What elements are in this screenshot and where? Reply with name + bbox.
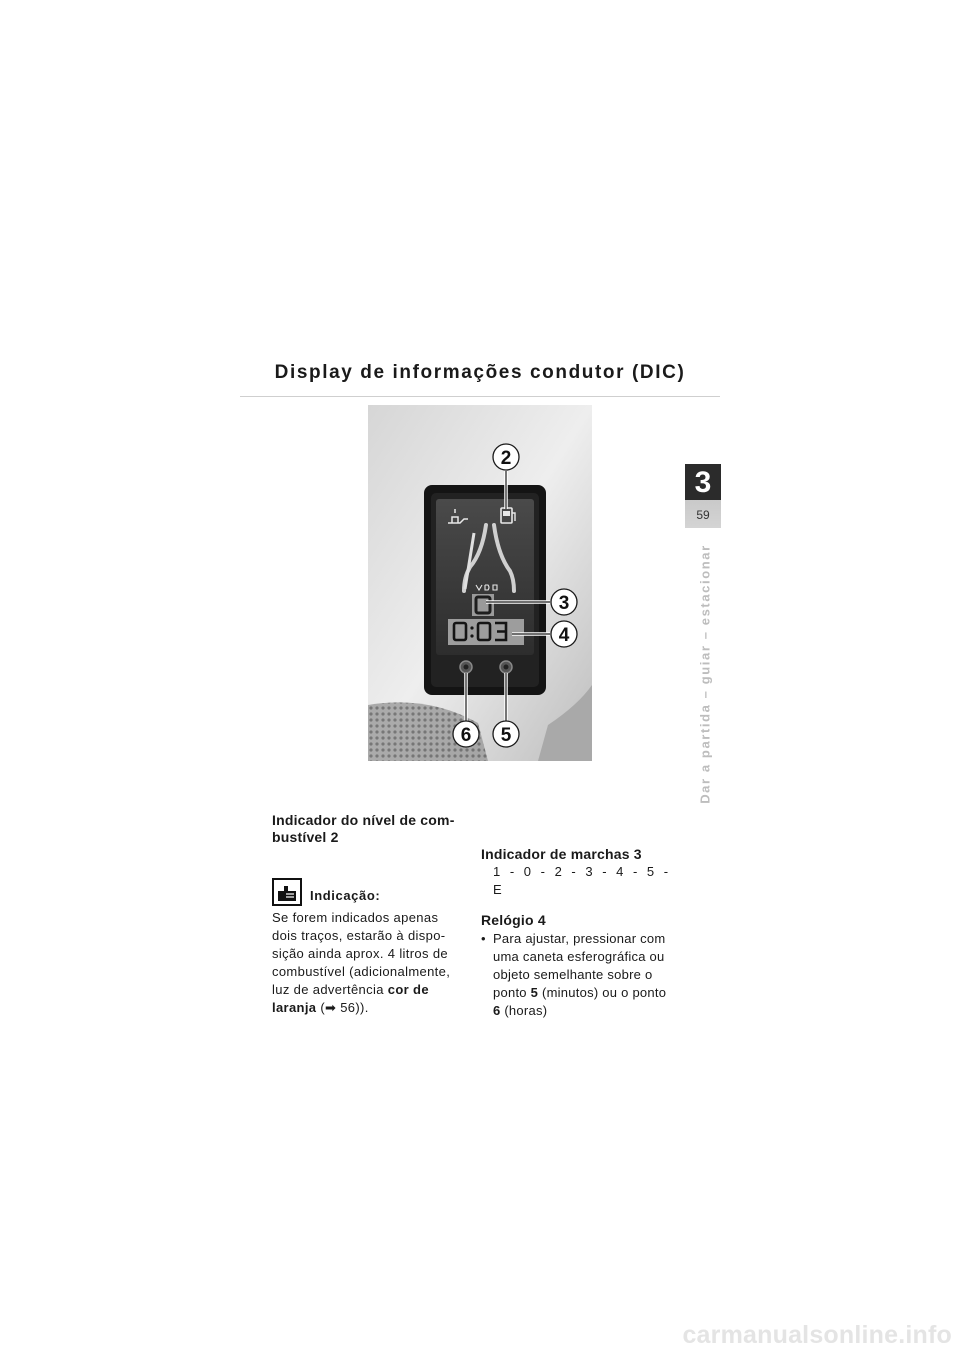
svg-text:6: 6 xyxy=(460,725,472,746)
callout-3 xyxy=(551,589,577,615)
watermark: carmanualsonline.info xyxy=(682,1321,952,1349)
note-text: Se forem indicados apenas dois traços, estarão à dispo- sição ainda aprox. 4 litros de combustível (adicionalmente, luz de advertência cor de laranja (➡ 56)). xyxy=(272,910,451,1015)
fuel-heading: Indicador do nível de com- bustível 2 xyxy=(272,812,455,845)
clock-heading: Relógio 4 xyxy=(481,912,546,928)
clock-instruction: • Para ajustar, pressionar com uma caneta esferográfica ou objeto semelhante sobre o ponto 5 (minutos) ou o ponto 6 (horas) xyxy=(481,931,667,1018)
note-icon xyxy=(272,878,302,906)
fuel-note xyxy=(272,878,468,1017)
dic-photo xyxy=(368,405,592,761)
chapter-number: 3 xyxy=(694,466,712,499)
svg-text:3: 3 xyxy=(558,593,570,614)
callout-4 xyxy=(551,621,577,647)
page-number: 59 xyxy=(696,508,710,522)
gear-display xyxy=(472,594,494,616)
note-label: Indicação: xyxy=(310,888,381,903)
chapter-tab xyxy=(685,464,721,528)
fuel-section xyxy=(272,812,468,1017)
svg-text:4: 4 xyxy=(558,625,570,646)
gear-sequence: 1 - 0 - 2 - 3 - 4 - 5 - E xyxy=(493,864,672,897)
callout-6 xyxy=(453,721,479,747)
title-rule xyxy=(240,396,720,397)
page-title: Display de informações condutor (DIC) xyxy=(274,362,686,383)
callout-2 xyxy=(493,444,519,470)
callout-5 xyxy=(493,721,519,747)
svg-text:2: 2 xyxy=(500,448,512,469)
gear-heading: Indicador de marchas 3 xyxy=(481,846,642,862)
clock-display xyxy=(448,619,524,645)
svg-text:5: 5 xyxy=(500,725,512,746)
gear-clock-section xyxy=(481,846,681,1020)
